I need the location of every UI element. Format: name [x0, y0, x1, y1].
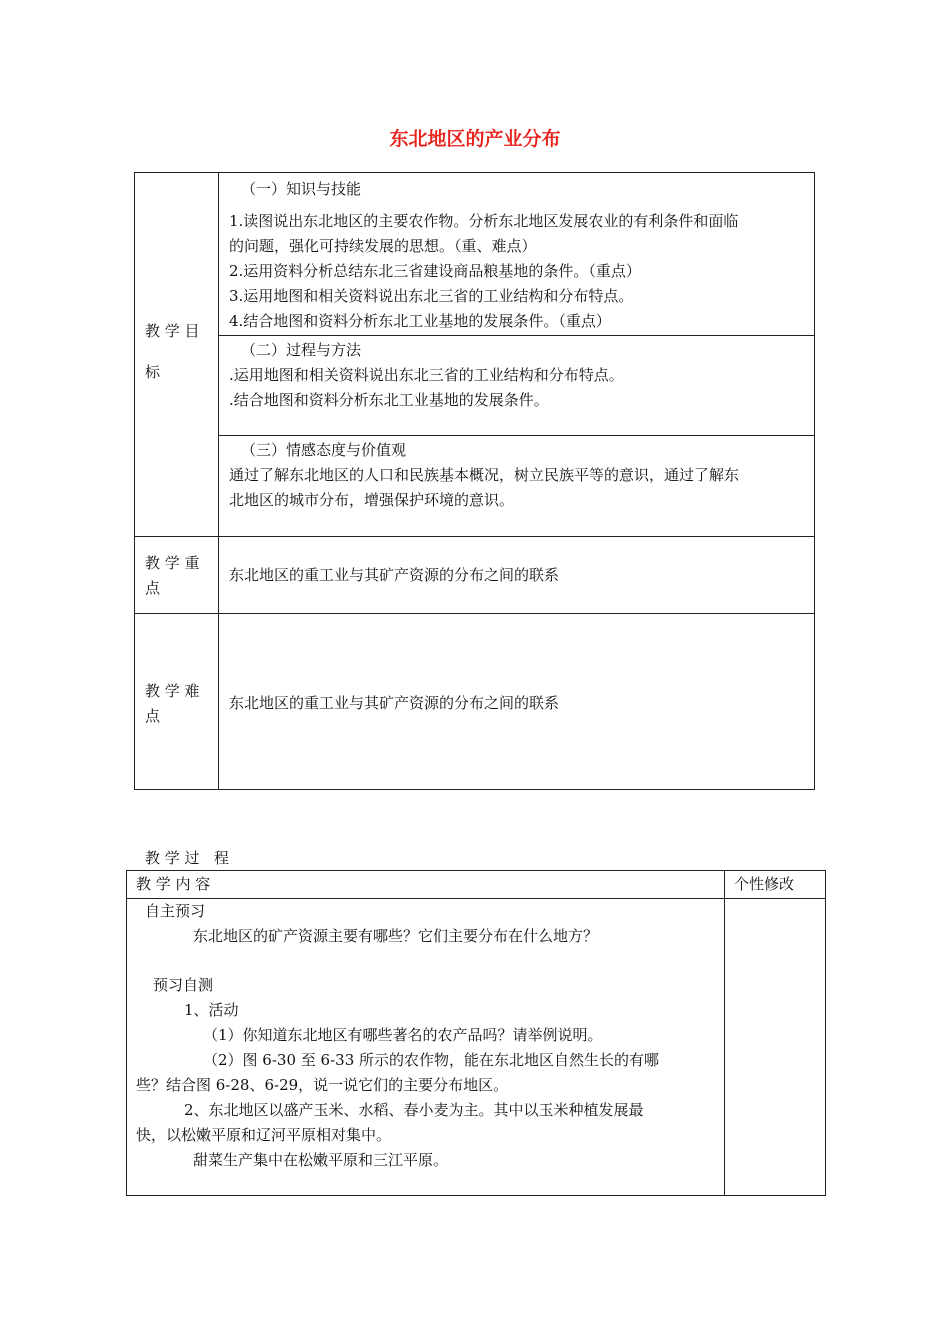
- difficulty-content: 东北地区的重工业与其矿产资源的分布之间的联系: [229, 694, 560, 712]
- difficulty-label-line: 教 学 难: [145, 682, 200, 700]
- difficulty-label-line: 点: [145, 707, 161, 725]
- column-divider: [724, 871, 725, 1195]
- process-line: 快，以松嫩平原和辽河平原相对集中。: [136, 1126, 392, 1144]
- column-divider: [218, 173, 219, 789]
- row-divider: [135, 536, 814, 537]
- process-line: （2）图 6-30 至 6-33 所示的农作物，能在东北地区自然生长的有哪: [203, 1051, 660, 1069]
- knowledge-section: [229, 177, 809, 334]
- objectives-label-line: 标: [145, 363, 161, 381]
- column-header-modify: 个性修改: [734, 875, 795, 893]
- emotion-heading: （三）情感态度与价值观: [241, 441, 407, 459]
- objective-item: 4.结合地图和资料分析东北工业基地的发展条件。（重点）: [229, 312, 611, 330]
- row-divider: [218, 335, 814, 336]
- process-line: 自主预习: [145, 902, 206, 920]
- key-point-content: 东北地区的重工业与其矿产资源的分布之间的联系: [229, 566, 560, 584]
- process-line: 甜菜生产集中在松嫩平原和三江平原。: [193, 1151, 449, 1169]
- page-title: 东北地区的产业分布: [389, 128, 561, 150]
- objective-item: .运用地图和相关资料说出东北三省的工业结构和分布特点。: [229, 366, 624, 384]
- objective-item: .结合地图和资料分析东北工业基地的发展条件。: [229, 391, 549, 409]
- key-point-label-line: 教 学 重: [145, 554, 200, 572]
- process-line: 些？结合图 6-28、6-29，说一说它们的主要分布地区。: [136, 1076, 509, 1094]
- objective-item: 2.运用资料分析总结东北三省建设商品粮基地的条件。（重点）: [229, 262, 641, 280]
- objectives-label: [145, 319, 215, 385]
- process-line: （1）你知道东北地区有哪些著名的农产品吗？请举例说明。: [203, 1026, 603, 1044]
- key-point-label: [145, 551, 215, 601]
- emotion-section: [229, 438, 809, 513]
- objective-item: 的问题，强化可持续发展的思想。（重、难点）: [229, 237, 537, 255]
- process-line: 预习自测: [153, 976, 214, 994]
- objectives-label-line: 教 学 目: [145, 322, 200, 340]
- objective-item: 通过了解东北地区的人口和民族基本概况，树立民族平等的意识，通过了解东: [229, 466, 740, 484]
- objective-item: 1.读图说出东北地区的主要农作物。分析东北地区发展农业的有利条件和面临: [229, 212, 739, 230]
- process-line: 1、活动: [184, 1001, 239, 1019]
- row-divider: [135, 613, 814, 614]
- header-divider: [127, 898, 825, 899]
- process-method-section: [229, 338, 809, 413]
- column-header-content: 教 学 内 容: [136, 875, 211, 893]
- objectives-table: [134, 172, 815, 790]
- teaching-process-heading: 教 学 过 程: [145, 849, 229, 867]
- objective-item: 北地区的城市分布，增强保护环境的意识。: [229, 491, 515, 509]
- objective-item: 3.运用地图和相关资料说出东北三省的工业结构和分布特点。: [229, 287, 634, 305]
- row-divider: [218, 435, 814, 436]
- process-method-heading: （二）过程与方法: [241, 341, 362, 359]
- process-line: 2、东北地区以盛产玉米、水稻、春小麦为主。其中以玉米种植发展最: [184, 1101, 644, 1119]
- difficulty-label: [145, 679, 215, 729]
- knowledge-heading: （一）知识与技能: [241, 180, 362, 198]
- teaching-process-table: [126, 870, 826, 1196]
- key-point-label-line: 点: [145, 579, 161, 597]
- process-line: 东北地区的矿产资源主要有哪些？它们主要分布在什么地方？: [193, 927, 599, 945]
